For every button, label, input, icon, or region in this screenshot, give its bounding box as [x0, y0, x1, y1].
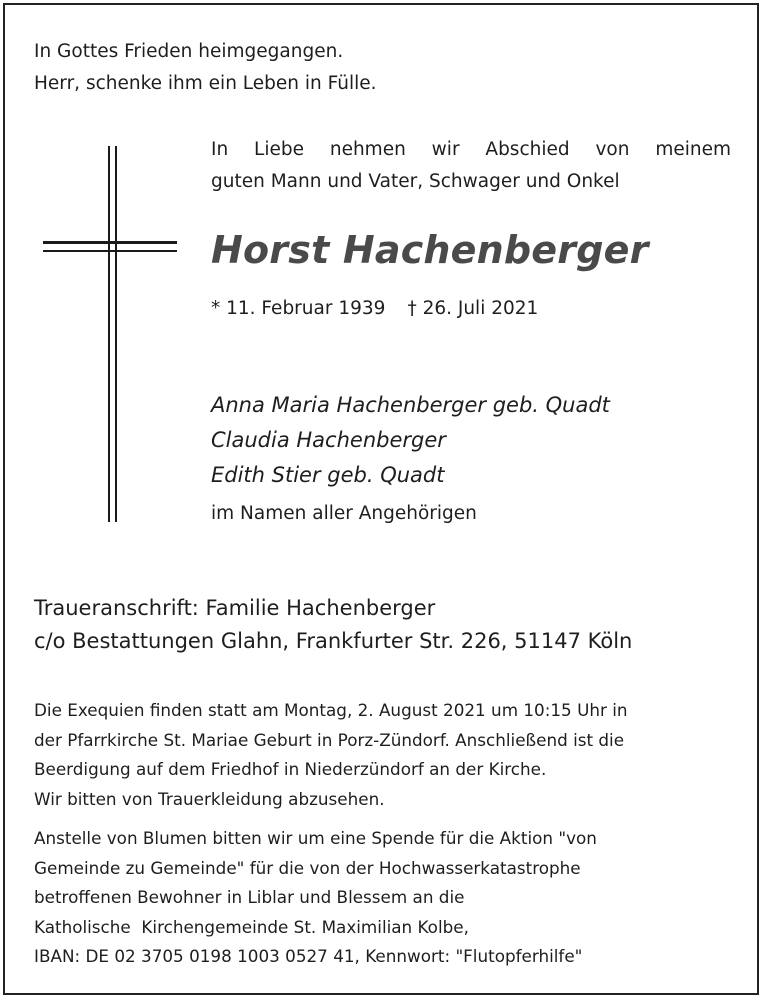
- cross-horizontal-bottom: [43, 250, 177, 252]
- death-date: † 26. Juli 2021: [407, 298, 539, 319]
- donation-line: Anstelle von Blumen bitten wir um eine Spende für die Aktion "von: [34, 828, 597, 848]
- funeral-line: Die Exequien finden statt am Montag, 2. August 2021 um 10:15 Uhr in: [34, 700, 628, 720]
- funeral-notice: [34, 696, 734, 814]
- address-line: Traueranschrift: Familie Hachenberger: [34, 596, 436, 620]
- donation-line: Gemeinde zu Gemeinde" für die von der Hochwasserkatastrophe: [34, 857, 581, 878]
- birth-date: * 11. Februar 1939: [211, 298, 386, 319]
- farewell-line: guten Mann und Vater, Schwager und Onkel: [211, 171, 620, 192]
- mourner-name: Claudia Hachenberger: [211, 428, 446, 452]
- farewell-line: In Liebe nehmen wir Abschied von meinem: [211, 139, 731, 160]
- deceased-name: Horst Hachenberger: [211, 228, 649, 272]
- address-line: c/o Bestattungen Glahn, Frankfurter Str. 226, 51147 Köln: [34, 629, 633, 653]
- mourners-note: im Namen aller Angehörigen: [211, 503, 477, 524]
- life-dates: [211, 298, 538, 319]
- mourner-name: Anna Maria Hachenberger geb. Quadt: [211, 393, 610, 417]
- mourner-name: Edith Stier geb. Quadt: [211, 463, 445, 487]
- mourner-names: [211, 388, 610, 493]
- donation-line: betroffenen Bewohner in Liblar und Blessem an die: [34, 887, 465, 907]
- intro-line: In Gottes Frieden heimgegangen.: [34, 41, 344, 62]
- intro-line: Herr, schenke ihm ein Leben in Fülle.: [34, 73, 377, 94]
- donation-line: IBAN: DE 02 3705 0198 1003 0527 41, Kennwort: "Flutopferhilfe": [34, 946, 583, 966]
- funeral-line: Beerdigung auf dem Friedhof in Niederzündorf an der Kirche.: [34, 759, 547, 779]
- funeral-line: der Pfarrkirche St. Mariae Geburt in Porz-Zündorf. Anschließend ist die: [34, 729, 625, 750]
- funeral-line: Wir bitten von Trauerkleidung abzusehen.: [34, 788, 385, 809]
- cross-vertical-right: [115, 146, 117, 522]
- donation-line: Katholische Kirchengemeinde St. Maximilian Kolbe,: [34, 916, 469, 937]
- donation-notice: [34, 824, 734, 972]
- intro-verse: [34, 36, 377, 100]
- farewell-text: [211, 134, 731, 198]
- cross-horizontal-top: [43, 241, 177, 244]
- cross-vertical-left: [108, 146, 110, 522]
- mourning-address: [34, 592, 632, 658]
